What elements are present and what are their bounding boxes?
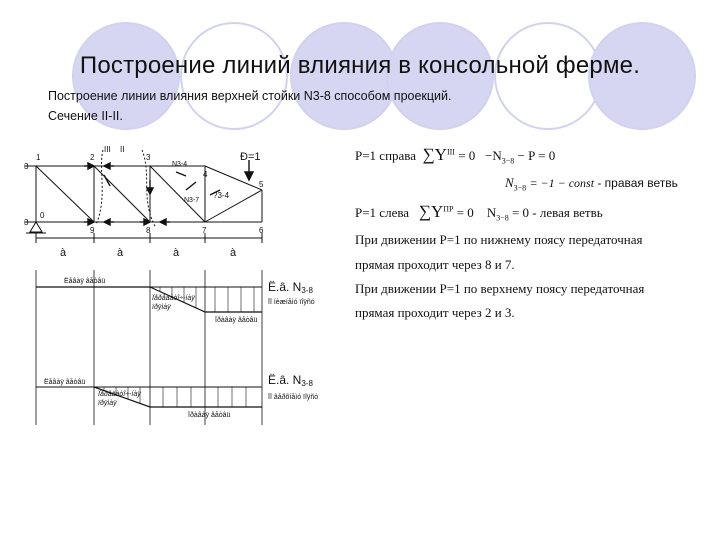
eq-right-label: P=1 справа [355, 148, 417, 163]
eq-right-sup: III [446, 147, 455, 157]
node-label: 2 [90, 153, 95, 162]
member-label: ?3-4 [213, 191, 230, 200]
node-label: 1 [36, 153, 41, 162]
eq-left-result: N [486, 205, 497, 220]
eq-right-tail: − P = 0 [517, 148, 556, 163]
eq-branch-sub: 3−8 [513, 183, 527, 193]
equation-right [355, 145, 555, 166]
eq-left-sup: ПР [443, 204, 454, 214]
eq-right-sum: ∑Y [422, 145, 447, 164]
node-label: 7 [202, 226, 207, 235]
section-mark: III [104, 145, 111, 154]
subtitle-line-1: Построение линии влияния верхней стойки N3-8 способом проекций. [48, 89, 452, 103]
member-label: N3-7 [184, 197, 200, 204]
mid-label: ïðÿìàÿ [152, 304, 171, 311]
note-line: При движении P=1 по нижнему поясу передаточная [355, 232, 643, 247]
right-label: Ïðàâàÿ âåòâü [215, 317, 258, 324]
influence-note: Ïî íèæíåìó ïîÿñó [268, 299, 315, 306]
span-label: à [117, 247, 124, 259]
eq-branch-tail: - правая ветвь [597, 176, 678, 190]
node-label: 0 [40, 211, 45, 220]
node-label: 5 [259, 180, 264, 189]
eq-right-result-sub: 3−8 [501, 156, 515, 166]
influence-line-1 [36, 277, 315, 324]
span-label: à [173, 247, 180, 259]
eq-left-result-sub: 3−8 [496, 213, 509, 223]
support-mark: 3 [24, 162, 29, 171]
eq-branch-n: N [505, 175, 514, 190]
span-label: à [60, 247, 67, 259]
subtitle-line-2: Сечение II-II. [48, 109, 123, 123]
note-line: При движении P=1 по верхнему поясу передаточная [355, 281, 645, 296]
node-label: 6 [259, 226, 264, 235]
mid-label: Ïåðåäàòî÷-íàÿ [152, 295, 195, 302]
zone-label: Ëåâàÿ âåòâü [64, 278, 106, 285]
section-mark: II [120, 145, 125, 154]
eq-right-eq: = 0 [458, 148, 476, 163]
node-label: 9 [90, 226, 95, 235]
node-label: 3 [146, 153, 151, 162]
note-line: прямая проходит через 2 и 3. [355, 305, 515, 320]
influence-line-2 [36, 373, 318, 419]
eq-branch-value: = −1 − const [529, 176, 595, 190]
mid-label: ïðÿìàÿ [98, 400, 117, 407]
eq-left-tail: = 0 - левая ветвь [511, 205, 603, 220]
load-label: Ð=1 [240, 151, 261, 163]
zone-label: Ëåâàÿ âåòâü [44, 379, 86, 386]
equation-left [355, 202, 603, 223]
mid-label: Ïåðåäàòî÷-íàÿ [98, 391, 141, 398]
node-label: 8 [146, 226, 151, 235]
node-label: 4 [203, 170, 208, 179]
equation-branch [505, 175, 678, 193]
support-mark: 3 [24, 218, 29, 227]
eq-left-sum: ∑Y [418, 202, 444, 221]
member-label: N3-4 [172, 161, 188, 168]
eq-left-eq: = 0 [456, 205, 474, 220]
note-line: прямая проходит через 8 и 7. [355, 257, 515, 272]
influence-title: Ë.â. N3-8 [268, 280, 313, 295]
slide-title: Построение линий влияния в консольной ферме. [79, 52, 641, 79]
span-label: à [230, 247, 237, 259]
eq-left-label: P=1 слева [355, 205, 410, 220]
influence-title: Ë.â. N3-8 [268, 373, 313, 388]
influence-note: Ïî âåðõíåìó ïîÿñó [268, 394, 319, 401]
eq-right-result: −N [485, 148, 502, 163]
right-label: Ïðàâàÿ âåòâü [188, 412, 231, 419]
